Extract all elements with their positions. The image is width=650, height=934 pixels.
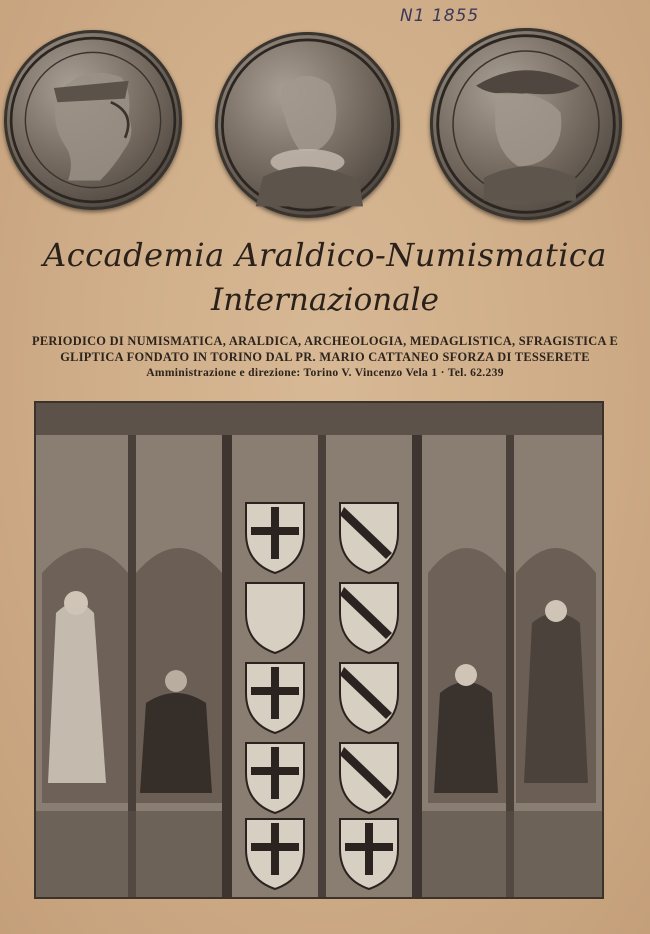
title-line-2: Internazionale xyxy=(211,282,439,318)
heraldic-tapestry-illustration-icon xyxy=(34,401,604,899)
subtitle-line-1: PERIODICO DI NUMISMATICA, ARALDICA, ARCHEOLOGIA, MEDAGLISTICA, SFRAGISTICA E xyxy=(31,334,619,348)
subtitle-line-3: Amministrazione e direzione: Torino V. Vincenzo Vela 1 · Tel. 62.239 xyxy=(146,366,504,379)
medal-portrait-profile-icon xyxy=(4,30,182,210)
title-line-1: Accademia Araldico-Numismatica xyxy=(43,236,607,274)
subtitle-line-2: GLIPTICA FONDATO IN TORINO DAL PR. MARIO CATTANEO SFORZA DI TESSERETE xyxy=(60,350,590,364)
medal-portrait-ruff-icon xyxy=(215,32,400,218)
medal-portrait-hat-icon xyxy=(430,28,622,220)
handwritten-note: N1 1855 xyxy=(400,6,480,26)
